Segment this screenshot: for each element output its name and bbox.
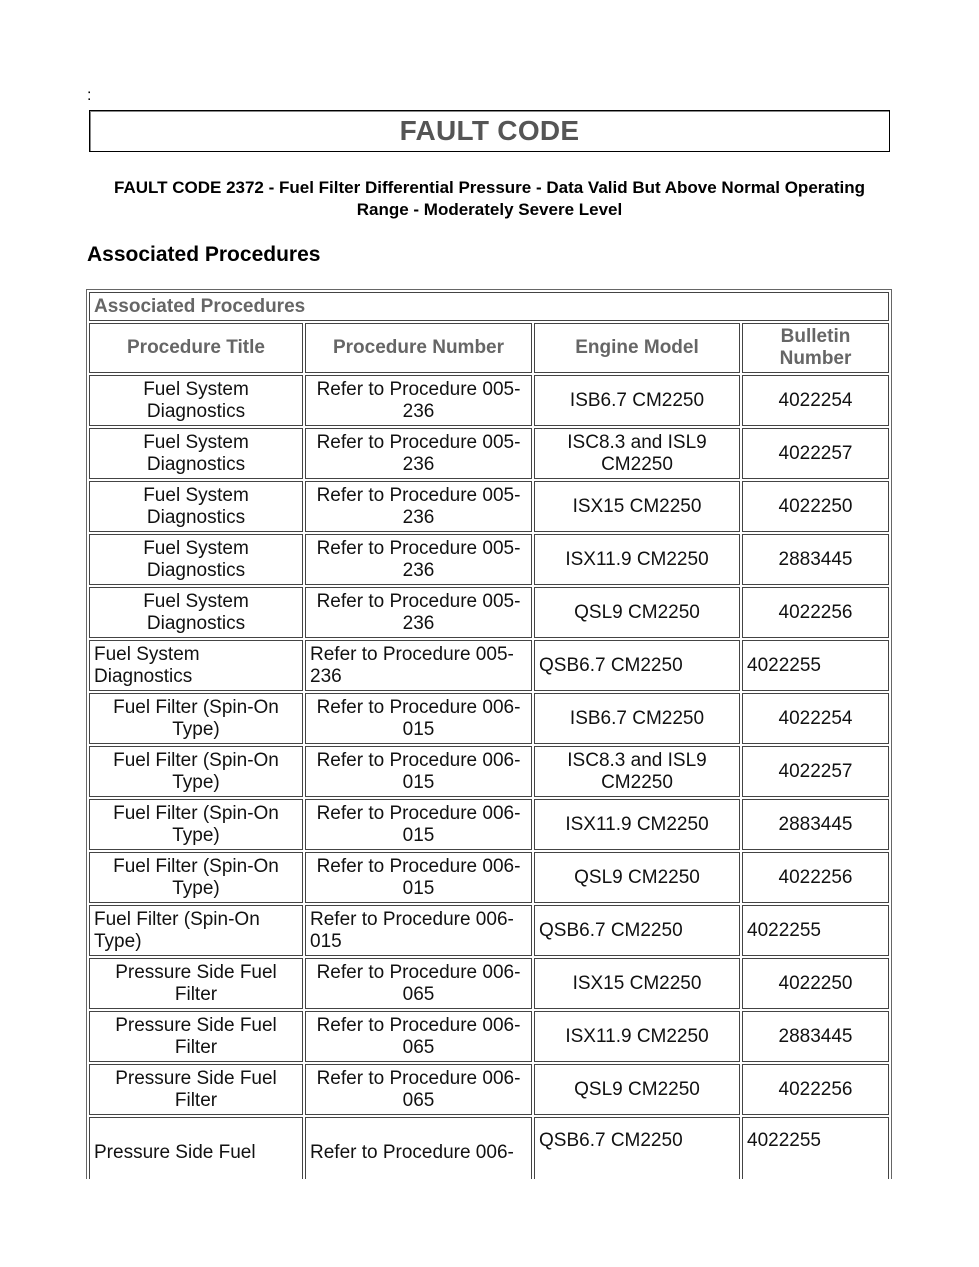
bulletin-number-cell: 4022255 [742,1117,889,1179]
engine-model-cell: ISB6.7 CM2250 [534,375,740,426]
table-row [89,375,889,426]
procedure-link[interactable]: Refer to Procedure 006-065 [305,958,532,1009]
engine-model-cell: ISB6.7 CM2250 [534,693,740,744]
bulletin-number-cell: 2883445 [742,534,889,585]
table-row [89,587,889,638]
procedure-title-cell: Fuel Filter (Spin-On Type) [89,693,303,744]
procedure-title-cell: Pressure Side Fuel Filter [89,1011,303,1062]
engine-model-cell: ISX11.9 CM2250 [534,799,740,850]
table-row [89,1011,889,1062]
engine-model-cell: ISX11.9 CM2250 [534,1011,740,1062]
table-row [89,958,889,1009]
section-heading: Associated Procedures [87,243,321,266]
procedures-table [86,289,892,1179]
engine-model-cell: ISX11.9 CM2250 [534,534,740,585]
engine-model-cell: ISC8.3 and ISL9 CM2250 [534,428,740,479]
bulletin-number-cell: 2883445 [742,1011,889,1062]
engine-model-cell: ISX15 CM2250 [534,958,740,1009]
procedure-title-cell: Fuel System Diagnostics [89,428,303,479]
procedure-title-cell: Fuel System Diagnostics [89,534,303,585]
table-caption: Associated Procedures [89,292,889,321]
bulletin-number-cell: 4022257 [742,746,889,797]
top-colon-mark: : [87,87,92,104]
bulletin-number-cell: 4022250 [742,958,889,1009]
bulletin-number-cell: 4022256 [742,852,889,903]
engine-model-cell: ISC8.3 and ISL9 CM2250 [534,746,740,797]
header-procedure-title: Procedure Title [89,323,303,373]
bulletin-number-cell: 4022254 [742,693,889,744]
page-title: FAULT CODE [399,115,580,146]
bulletin-number-cell: 4022256 [742,587,889,638]
bulletin-number-cell: 4022257 [742,428,889,479]
procedure-link[interactable]: Refer to Procedure 006-065 [305,1064,532,1115]
table-header-row [89,323,889,373]
table-row [89,640,889,691]
procedure-title-cell: Pressure Side Fuel Filter [89,958,303,1009]
table-row [89,746,889,797]
engine-model-cell: QSB6.7 CM2250 [534,905,740,956]
table-caption-row [89,292,889,321]
procedure-link[interactable]: Refer to Procedure 005-236 [305,428,532,479]
procedure-link[interactable]: Refer to Procedure 006-015 [305,799,532,850]
header-procedure-number: Procedure Number [305,323,532,373]
procedure-link[interactable]: Refer to Procedure 006-015 [305,852,532,903]
engine-model-cell: QSL9 CM2250 [534,1064,740,1115]
procedure-title-cell: Pressure Side Fuel [89,1117,303,1179]
engine-model-cell: QSL9 CM2250 [534,587,740,638]
engine-model-cell: ISX15 CM2250 [534,481,740,532]
procedure-title-cell: Fuel System Diagnostics [89,375,303,426]
procedure-link[interactable]: Refer to Procedure 005-236 [305,481,532,532]
procedure-title-cell: Pressure Side Fuel Filter [89,1064,303,1115]
table-row [89,1064,889,1115]
procedure-title-cell: Fuel System Diagnostics [89,587,303,638]
table-row [89,905,889,956]
table-row [89,799,889,850]
procedure-link[interactable]: Refer to Procedure 005-236 [305,587,532,638]
bulletin-number-cell: 4022255 [742,905,889,956]
table-row [89,693,889,744]
fault-code-banner [89,110,890,152]
procedure-title-cell: Fuel System Diagnostics [89,481,303,532]
procedure-title-cell: Fuel Filter (Spin-On Type) [89,746,303,797]
bulletin-number-cell: 4022255 [742,640,889,691]
table-row [89,481,889,532]
procedure-link[interactable]: Refer to Procedure 005-236 [305,534,532,585]
engine-model-cell: QSB6.7 CM2250 [534,1117,740,1179]
header-bulletin-number: Bulletin Number [742,323,889,373]
bulletin-number-cell: 4022254 [742,375,889,426]
table-row [89,852,889,903]
procedure-link[interactable]: Refer to Procedure 005-236 [305,640,532,691]
procedure-link[interactable]: Refer to Procedure 006-015 [305,693,532,744]
procedure-title-cell: Fuel Filter (Spin-On Type) [89,905,303,956]
table-row [89,1117,889,1179]
bulletin-number-cell: 4022256 [742,1064,889,1115]
procedure-title-cell: Fuel Filter (Spin-On Type) [89,852,303,903]
fault-code-description: FAULT CODE 2372 - Fuel Filter Differential Pressure - Data Valid But Above Normal Operating Range - Moderately Severe Level [114,178,865,219]
bulletin-number-cell: 2883445 [742,799,889,850]
header-engine-model: Engine Model [534,323,740,373]
procedures-table-container [86,289,892,1179]
engine-model-cell: QSB6.7 CM2250 [534,640,740,691]
bulletin-number-cell: 4022250 [742,481,889,532]
procedure-title-cell: Fuel System Diagnostics [89,640,303,691]
procedure-link[interactable]: Refer to Procedure 005-236 [305,375,532,426]
procedure-link[interactable]: Refer to Procedure 006-015 [305,905,532,956]
procedure-title-cell: Fuel Filter (Spin-On Type) [89,799,303,850]
procedure-link[interactable]: Refer to Procedure 006-015 [305,746,532,797]
table-row [89,428,889,479]
table-row [89,534,889,585]
procedure-link[interactable]: Refer to Procedure 006-065 [305,1011,532,1062]
engine-model-cell: QSL9 CM2250 [534,852,740,903]
procedure-link[interactable]: Refer to Procedure 006- [305,1117,532,1179]
